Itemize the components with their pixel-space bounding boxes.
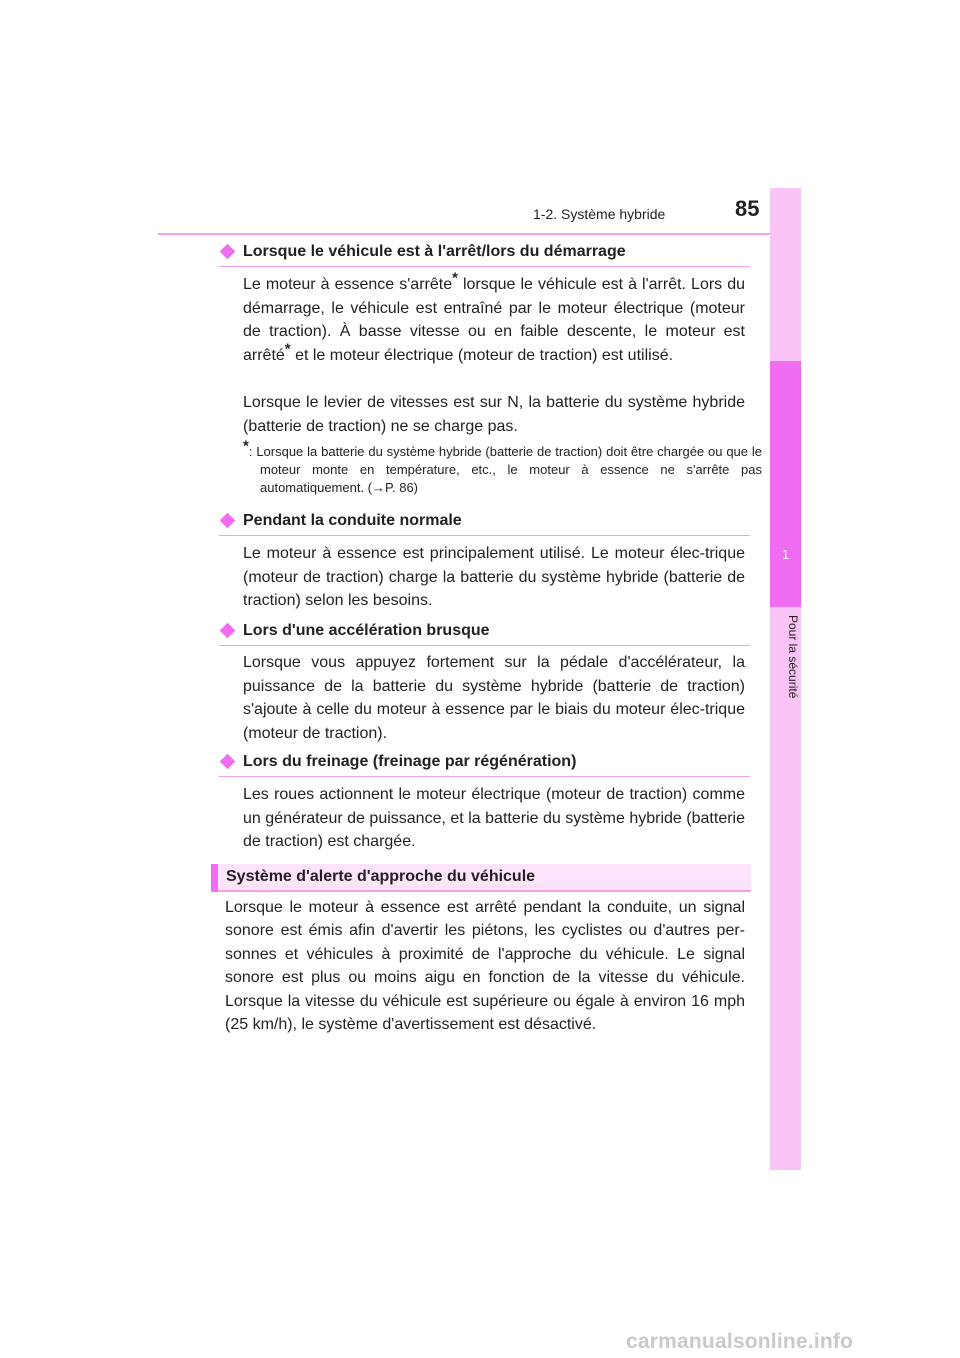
chapter-number-tab: 1 [770,361,801,607]
section-title: Système d'alerte d'approche du véhicule [226,868,536,885]
subheading-text: Lors du freinage (freinage par régénération) [243,753,577,770]
chapter-label: Pour la sécurité [786,615,800,699]
paragraph: Le moteur à essence est principalement utilisé. Le moteur élec-trique (moteur de traction) charge la batterie du système hybride (batterie de traction) selon les besoins. [243,545,745,609]
footnote-star-icon: * [452,269,458,287]
subheading-acceleration [219,621,750,646]
running-header-section: 1-2. Système hybride [533,206,666,222]
subheading-text: Lorsque le véhicule est à l'arrêt/lors du démarrage [243,243,626,260]
footnote-star-icon: * [284,340,291,358]
diamond-bullet-icon [220,512,236,528]
watermark: carmanualsonline.info [626,1330,854,1353]
diamond-bullet-icon [220,753,236,769]
paragraph: Lorsque le levier de vitesses est sur N, la batterie du système hybride (batterie de traction) ne se charge pas. [243,394,745,435]
section-heading-box [211,864,751,892]
paragraph: Les roues actionnent le moteur électrique (moteur de traction) comme un générateur de puissance, et la batterie du système hybride (batterie de traction) est chargée. [243,786,745,850]
subheading-text: Pendant la conduite normale [243,512,462,529]
footnote-star-icon: * [243,437,249,455]
paragraph-text: lorsque le véhicule est à l'arrêt. Lors du démarrage, le véhicule est entraîné par le moteur électrique (moteur de traction). À basse vitesse ou en faible descente, le moteur est arrêté [243,276,745,364]
diamond-bullet-icon [220,622,236,638]
paragraph: Lorsque vous appuyez fortement sur la pédale d'accélérateur, la puissance de la batterie du système hybride (batterie de traction) s'ajoute à celle du moteur à essence par le biais du moteur élec-trique (moteur de traction). [243,654,745,742]
subheading-braking [219,752,750,777]
footnote-text: : Lorsque la batterie du système hybride (batterie de traction) doit être chargée ou que le moteur monte en température, etc., le moteur à essence ne s'arrête pas automatiquement. (→P. 86) [248,444,762,495]
paragraph [243,269,745,367]
subheading-text: Lors d'une accélération brusque [243,622,490,639]
chapter-side-tab [770,188,801,1170]
section-accent-bar [211,864,218,892]
footnote [243,437,762,497]
section-body: Lorsque le moteur à essence est arrêté pendant la conduite, un signal sonore est émis afin d'avertir les piétons, les cyclistes ou d'autres per-sonnes et véhicules à proximité de l'approche du véhicule. Le signal sonore est plus ou moins aigu en fonction de la vitesse du véhicule. Lorsque la vitesse du véhicule est supérieure ou égale à environ 16 mph (25 km/h), le système d'avertissement est désactivé. [225,899,745,1034]
diamond-bullet-icon [220,243,236,259]
paragraph-text: Le moteur à essence s'arrête [243,276,453,293]
subheading-stopped-start [219,242,750,267]
paragraph-text: et le moteur électrique (moteur de traction) est utilisé. [290,346,674,364]
subheading-normal-driving [219,511,750,536]
page-number: 85 [735,196,760,221]
header-rule [158,233,800,235]
